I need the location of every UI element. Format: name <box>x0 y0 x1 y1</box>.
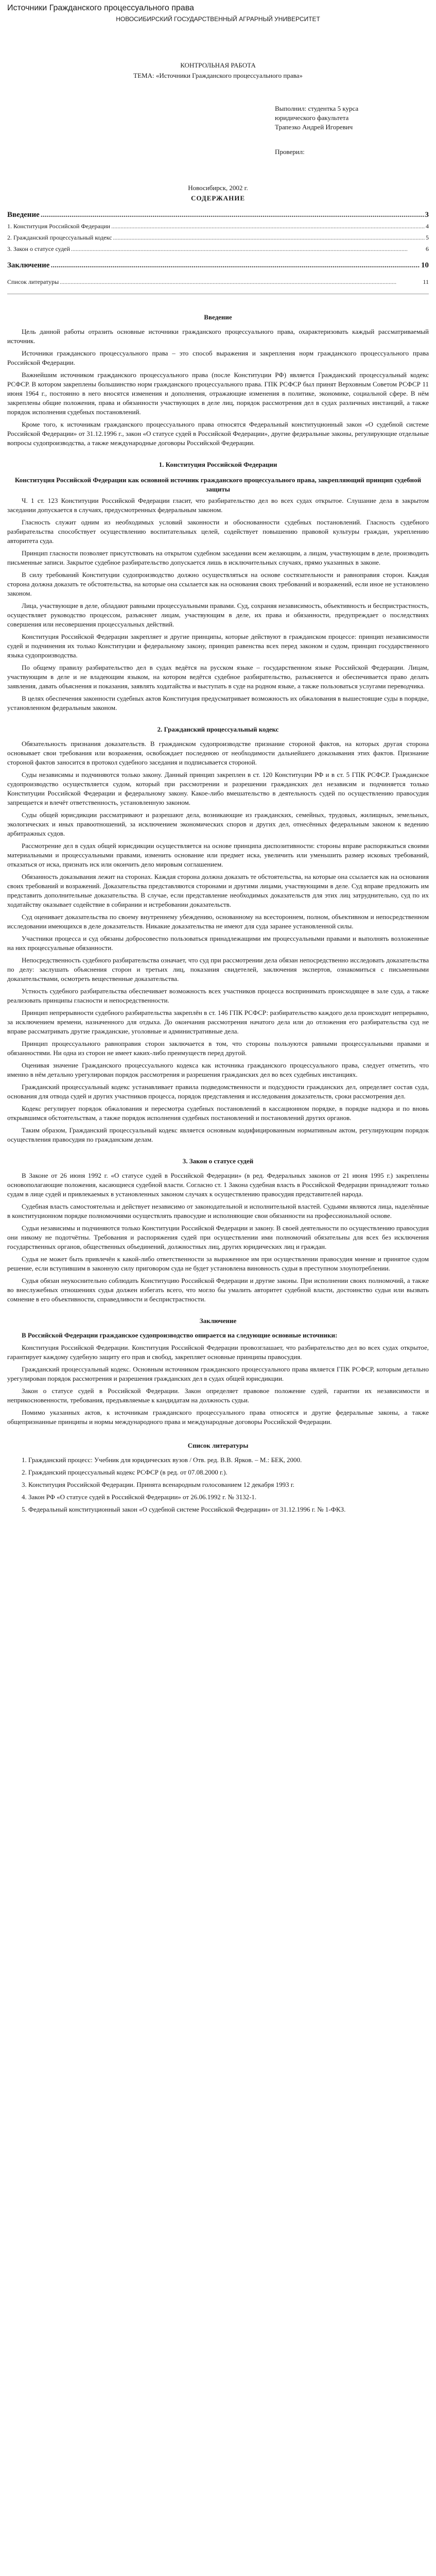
section1-heading: 1. Конституция Российской Федерации <box>159 461 277 468</box>
intro-paragraph: Важнейшим источником гражданского процессуального права (после Конституции РФ) является Гражданский процессуальный кодекс РСФСР. В котором закреплены большинство норм гражданского процессуального права. ГПК РСФСР был принят Верховным Советом РСФСР 11 июня 1964 г., постоянно в него вносятся изменения и дополнения, отражающие изменения в политике, экономике, социальной сфере. В нём закреплены общие положения, права и обязанности участвующих в деле лиц, порядок рассмотрения дел в судах различных инстанций, а также порядок исполнения судебных постановлений. <box>7 371 429 416</box>
section3-paragraph: Судебная власть самостоятельна и действует независимо от законодательной и исполнительной властей. Судьями являются лица, наделённые в конституционном порядке полномочиями осуществлять правосудие и исполняющие свои обязанности на профессиональной основе. <box>7 1202 429 1219</box>
conclusion-paragraph: Конституция Российской Федерации. Конституция Российской Федерации провозглашает, что разбирательство дел во всех судах открытое, гарантирует каждому судебную защиту его прав и свобод, закрепляет основные принципы правосудия. <box>7 1344 429 1361</box>
city-year: Новосибирск, 2002 г. <box>188 184 248 192</box>
section2-paragraph: Кодекс регулирует порядок обжалования и пересмотра судебных постановлений в кассационном порядке, в порядке надзора и по вновь открывшимся обстоятельствам, а также порядок исполнения судебных постановлений и постановлений других органов. <box>7 1105 429 1122</box>
toc-entry[interactable] <box>7 277 429 286</box>
toc-page: 5 <box>426 234 429 241</box>
literature-item: 5. Федеральный конституционный закон «О судебной системе Российской Федерации» от 31.12.1996 г. № 1-ФКЗ. <box>22 1505 346 1513</box>
toc-leader <box>60 277 422 286</box>
toc-label: 3. Закон о статусе судей <box>7 245 70 252</box>
section2-paragraph: Непосредственность судебного разбирательства означает, что суд при рассмотрении дела обязан непосредственно исследовать доказательства по делу: заслушать объяснения сторон и третьих лиц, показания свидетелей, заключения экспертов, ознакомиться с письменными доказательствами, осмотреть вещественные доказательства. <box>7 956 429 982</box>
checked-by: Проверил: <box>275 148 305 156</box>
toc-entry[interactable] <box>7 244 429 253</box>
toc-label: Список литературы <box>7 278 59 285</box>
toc-leader <box>71 244 425 253</box>
section2-heading: 2. Гражданский процессуальный кодекс <box>157 725 279 733</box>
literature-list <box>7 1455 429 1514</box>
section1-body <box>7 496 429 713</box>
intro-paragraph: Кроме того, к источникам гражданского процессуального права относятся Федеральный конституционный закон «О судебной системе Российской Федерации» от 31.12.1996 г., закон «О статусе судей в Российской Федерации», другие федеральные законы, регулирующие отдельные вопросы судопроизводства, а также международные договоры Российской Федерации. <box>7 420 429 447</box>
toc-leader <box>41 210 424 219</box>
section1-paragraph: Гласность служит одним из необходимых условий законности и обоснованности судебных постановлений. Гласность судебного разбирательства способствует осуществлению воспитательных целей, содействует повышению правовой культуры граждан, укреплению авторитета суда. <box>7 518 429 545</box>
work-type: КОНТРОЛЬНАЯ РАБОТА <box>180 61 256 69</box>
section1-paragraph: Конституция Российской Федерации закрепляет и другие принципы, которые действуют в гражданском процессе: принцип независимости судей и подчинения их только Конституции и федеральному закону, принцип равенства всех перед законом и судом, принцип государственного языка судопроизводства. <box>7 633 429 659</box>
section3-paragraph: Судья обязан неукоснительно соблюдать Конституцию Российской Федерации и другие законы. При исполнении своих полномочий, а также во внеслужебных отношениях судья должен избегать всего, что могло бы умалить авторитет судебной власти, достоинство судьи или вызвать сомнение в его объективности, справедливости и беспристрастности. <box>7 1277 429 1303</box>
toc-label: 2. Гражданский процессуальный кодекс <box>7 234 112 241</box>
section1-paragraph: Лица, участвующие в деле, обладают равными процессуальными правами. Суд, сохраняя независимость, объективность и беспристрастность, осуществляет руководство процессом, разъясняет лицам, участвующим в деле, их права и обязанности, предупреждает о последствиях совершения или несовершения процессуальных действий. <box>7 602 429 628</box>
university-name: НОВОСИБИРСКИЙ ГОСУДАРСТВЕННЫЙ АГРАРНЫЙ УНИВЕРСИТЕТ <box>116 15 320 23</box>
conclusion-paragraph: Гражданский процессуальный кодекс. Основным источником гражданского процессуального права является ГПК РСФСР, которым детально урегулирован порядок рассмотрения и разрешения гражданских дел в судах общей юрисдикции. <box>7 1365 429 1382</box>
section2-paragraph: Таким образом, Гражданский процессуальный кодекс является основным кодифицированным нормативным актом, регулирующим порядок осуществления правосудия по гражданским делам. <box>7 1126 429 1143</box>
conclusion-lead: В Российской Федерации гражданское судопроизводство опирается на следующие основные источники: <box>22 1331 338 1339</box>
section2-paragraph: Принцип непрерывности судебного разбирательства закреплён в ст. 146 ГПК РСФСР: разбирательство каждого дела происходит непрерывно, за исключением времени, назначенного для отдыха. До окончания рассмотрения начатого дела или до отложения его разбирательства суд не вправе рассматривать другие гражданские, уголовные и административные дела. <box>7 1009 429 1035</box>
toc-leader <box>50 261 420 270</box>
toc-label: 1. Конституция Российской Федерации <box>7 223 111 230</box>
section2-paragraph: Обязательность признания доказательств. В гражданском судопроизводстве признание стороной фактов, на которых другая сторона основывает свои требования или возражения, освобождает последнюю от необходимости дальнейшего доказывания этих фактов. Признание стороной фактов заносится в протокол судебного заседания и подписывается стороной. <box>7 740 429 766</box>
section3-heading: 3. Закон о статусе судей <box>182 1157 254 1165</box>
section1-paragraph: Принцип гласности позволяет присутствовать на открытом судебном заседании всем желающим, а лицам, участвующим в деле, производить письменные записи. Закрытое судебное разбирательство допускается лишь в исключительных случаях, прямо указанных в законе. <box>7 549 429 566</box>
conclusion-paragraph: Помимо указанных актов, к источникам гражданского процессуального права относятся и другие федеральные законы, а также общепризнанные принципы и нормы международного права и международные договоры Российской Федерации. <box>7 1409 429 1426</box>
intro-paragraph: Цель данной работы отразить основные источники гражданского процессуального права, охарактеризовать каждый рассматриваемый источник. <box>7 328 429 345</box>
section1-paragraph: По общему правилу разбирательство дел в судах ведётся на русском языке – государственном языке Российской Федерации. Лицам, участвующим в деле и не владеющим языком, на котором ведётся судебное разбирательство, разъясняется и обеспечивается право делать заявления, давать объяснения и показания, заявлять ходатайства и выступать в суде на родном языке, а также пользоваться услугами переводчика. <box>7 664 429 690</box>
section3-body <box>7 1171 429 1304</box>
performer-line: Трапезко Андрей Игоревич <box>275 123 353 131</box>
section3-paragraph: Судьи независимы и подчиняются только Конституции Российской Федерации и закону. В своей деятельности по осуществлению правосудия они никому не подотчётны. Требования и распоряжения судей при осуществлении ими полномочий обязательны для всех без исключения государственных органов, общественных объединений, должностных лиц, других юридических лиц и граждан. <box>7 1224 429 1250</box>
section2-paragraph: Рассмотрение дел в судах общей юрисдикции осуществляется на основе принципа диспозитивности: стороны вправе распоряжаться своими материальными и процессуальными правами, изменить основание или предмет иска, увеличить или уменьшить размер исковых требований, отказаться от иска, признать иск или окончить дело мировым соглашением. <box>7 842 429 868</box>
toc-page: 10 <box>421 261 429 269</box>
table-of-contents <box>7 210 429 286</box>
intro-paragraph: Источники гражданского процессуального права – это способ выражения и закрепления норм гражданского процессуального права Российской Федерации. <box>7 349 429 366</box>
toc-entry[interactable] <box>7 222 429 231</box>
toc-label: Заключение <box>7 261 50 269</box>
conclusion-paragraph: Закон о статусе судей в Российской Федерации. Закон определяет правовое положение судей, гарантии их независимости и неприкосновенности, требования, предъявляемые к кандидатам на должность судьи. <box>7 1387 429 1404</box>
document-title: Источники Гражданского процессуального права <box>7 4 194 12</box>
toc-page: 4 <box>426 223 429 230</box>
section1-subheading: Конституция Российской Федерации как основной источник гражданского процессуального права, закрепляющий принцип судебной защиты <box>14 476 422 493</box>
literature-item: 1. Гражданский процесс: Учебник для юридических вузов / Отв. ред. В.В. Ярков. – М.: БЕК, 2000. <box>22 1456 302 1464</box>
intro-heading: Введение <box>204 313 232 321</box>
toc-page: 11 <box>423 278 429 285</box>
performer-line: Выполнил: студентка 5 курса <box>275 105 359 112</box>
conclusion-heading: Заключение <box>199 1317 237 1325</box>
section2-paragraph: Обязанность доказывания лежит на сторонах. Каждая сторона должна доказать те обстоятельства, на которые она ссылается как на основания своих требований и возражений. Доказательства представляются сторонами и другими лицами, участвующими в деле. Суд вправе предложить им представить дополнительные доказательства. В случае, если представление необходимых доказательств для этих лиц затруднительно, суд по их ходатайству оказывает содействие в собирании и истребовании доказательств. <box>7 873 429 908</box>
section1-paragraph: В целях обеспечения законности судебных актов Конституция предусматривает возможность их обжалования в вышестоящие суды в порядке, установленном федеральным законом. <box>7 694 429 711</box>
section2-paragraph: Суд оценивает доказательства по своему внутреннему убеждению, основанному на всестороннем, полном, объективном и непосредственном исследовании имеющихся в деле доказательств. Никакие доказательства не имеют для суда заранее установленной силы. <box>7 913 429 930</box>
toc-entry[interactable] <box>7 261 429 270</box>
section2-paragraph: Гражданский процессуальный кодекс устанавливает правила подведомственности и подсудности гражданских дел, определяет состав суда, основания для отвода судей и других участников процесса, порядок представления и исследования доказательств, сроки рассмотрения дел. <box>7 1083 429 1100</box>
section2-paragraph: Устность судебного разбирательства обеспечивает возможность всех участников процесса воспринимать происходящее в зале суда, а также реализовать принципы гласности и непосредственности. <box>7 987 429 1004</box>
section3-paragraph: Судья не может быть привлечён к какой-либо ответственности за выраженное им при осуществлении правосудия мнение и принятое судом решение, если вступившим в законную силу приговором суда не будет установлена виновность судьи в преступном злоупотреблении. <box>7 1255 429 1272</box>
toc-page: 6 <box>426 245 429 252</box>
section3-paragraph: В Законе от 26 июня 1992 г. «О статусе судей в Российской Федерации» (в ред. Федеральных законов от 21 июня 1995 г.) закреплены основополагающие положения, касающиеся судебной власти. Согласно ст. 1 Закона судебная власть в Российской Федерации принадлежит только судам в лице судей и привлекаемых в установленных законом случаях к осуществлению правосудия представителей народа. <box>7 1172 429 1198</box>
contents-heading: СОДЕРЖАНИЕ <box>190 194 246 202</box>
toc-label: Введение <box>7 211 40 219</box>
section1-paragraph: В силу требований Конституции судопроизводство должно осуществляться на основе состязательности и равноправия сторон. Каждая сторона должна доказать те обстоятельства, на которые она ссылается как на основания своих требований и возражений, если иное не установлено законом. <box>7 571 429 597</box>
literature-item: 3. Конституция Российской Федерации. Принята всенародным голосованием 12 декабря 1993 г. <box>22 1481 294 1488</box>
section1-paragraph: Ч. 1 ст. 123 Конституции Российской Федерации гласит, что разбирательство дел во всех судах открытое. Слушание дела в закрытом заседании допускается в случаях, предусмотренных федеральным законом. <box>7 497 429 514</box>
work-topic: ТЕМА: «Источники Гражданского процессуального права» <box>133 72 303 79</box>
literature-item: 4. Закон РФ «О статусе судей в Российской Федерации» от 26.06.1992 г. № 3132-1. <box>22 1493 257 1501</box>
toc-page: 3 <box>425 211 429 219</box>
section2-paragraph: Оценивая значение Гражданского процессуального кодекса как источника гражданского процессуального права, следует отметить, что именно в нём детально урегулирован порядок рассмотрения и разрешения гражданских дел во всех судебных инстанциях. <box>7 1061 429 1078</box>
toc-leader <box>111 222 425 231</box>
literature-heading: Список литературы <box>187 1442 249 1449</box>
section2-paragraph: Суды независимы и подчиняются только закону. Данный принцип закреплен в ст. 120 Конституции РФ и в ст. 5 ГПК РСФСР. Гражданское судопроизводство осуществляется судом, который при рассмотрении и разрешении гражданских дел независим и подчиняется только Конституции Российской Федерации и федеральному закону. Какое-либо вмешательство в деятельность судей по осуществлению правосудия запрещается и влечёт ответственность, установленную законом. <box>7 771 429 806</box>
literature-item: 2. Гражданский процессуальный кодекс РСФСР (в ред. от 07.08.2000 г.). <box>22 1468 228 1476</box>
toc-leader <box>113 233 425 242</box>
section2-paragraph: Принцип процессуального равноправия сторон заключается в том, что стороны пользуются равными процессуальными правами и обязанностями. Ни одна из сторон не имеет каких-либо преимуществ перед другой. <box>7 1040 429 1057</box>
intro-body <box>7 327 429 448</box>
performer-line: юридического факультета <box>275 114 349 122</box>
section2-paragraph: Участники процесса и суд обязаны добросовестно пользоваться принадлежащими им процессуальными правами и выполнять возложенные на них процессуальные обязанности. <box>7 935 429 952</box>
conclusion-body <box>7 1343 429 1427</box>
toc-entry[interactable] <box>7 233 429 242</box>
toc-entry[interactable] <box>7 210 429 219</box>
section2-paragraph: Суды общей юрисдикции рассматривают и разрешают дела, возникающие из гражданских, семейных, трудовых, жилищных, земельных, экологических и иных правоотношений, за исключением экономических споров и других дел, отнесённых федеральным законом к ведению арбитражных судов. <box>7 811 429 837</box>
performer-block <box>275 104 429 132</box>
section2-body <box>7 739 429 1144</box>
